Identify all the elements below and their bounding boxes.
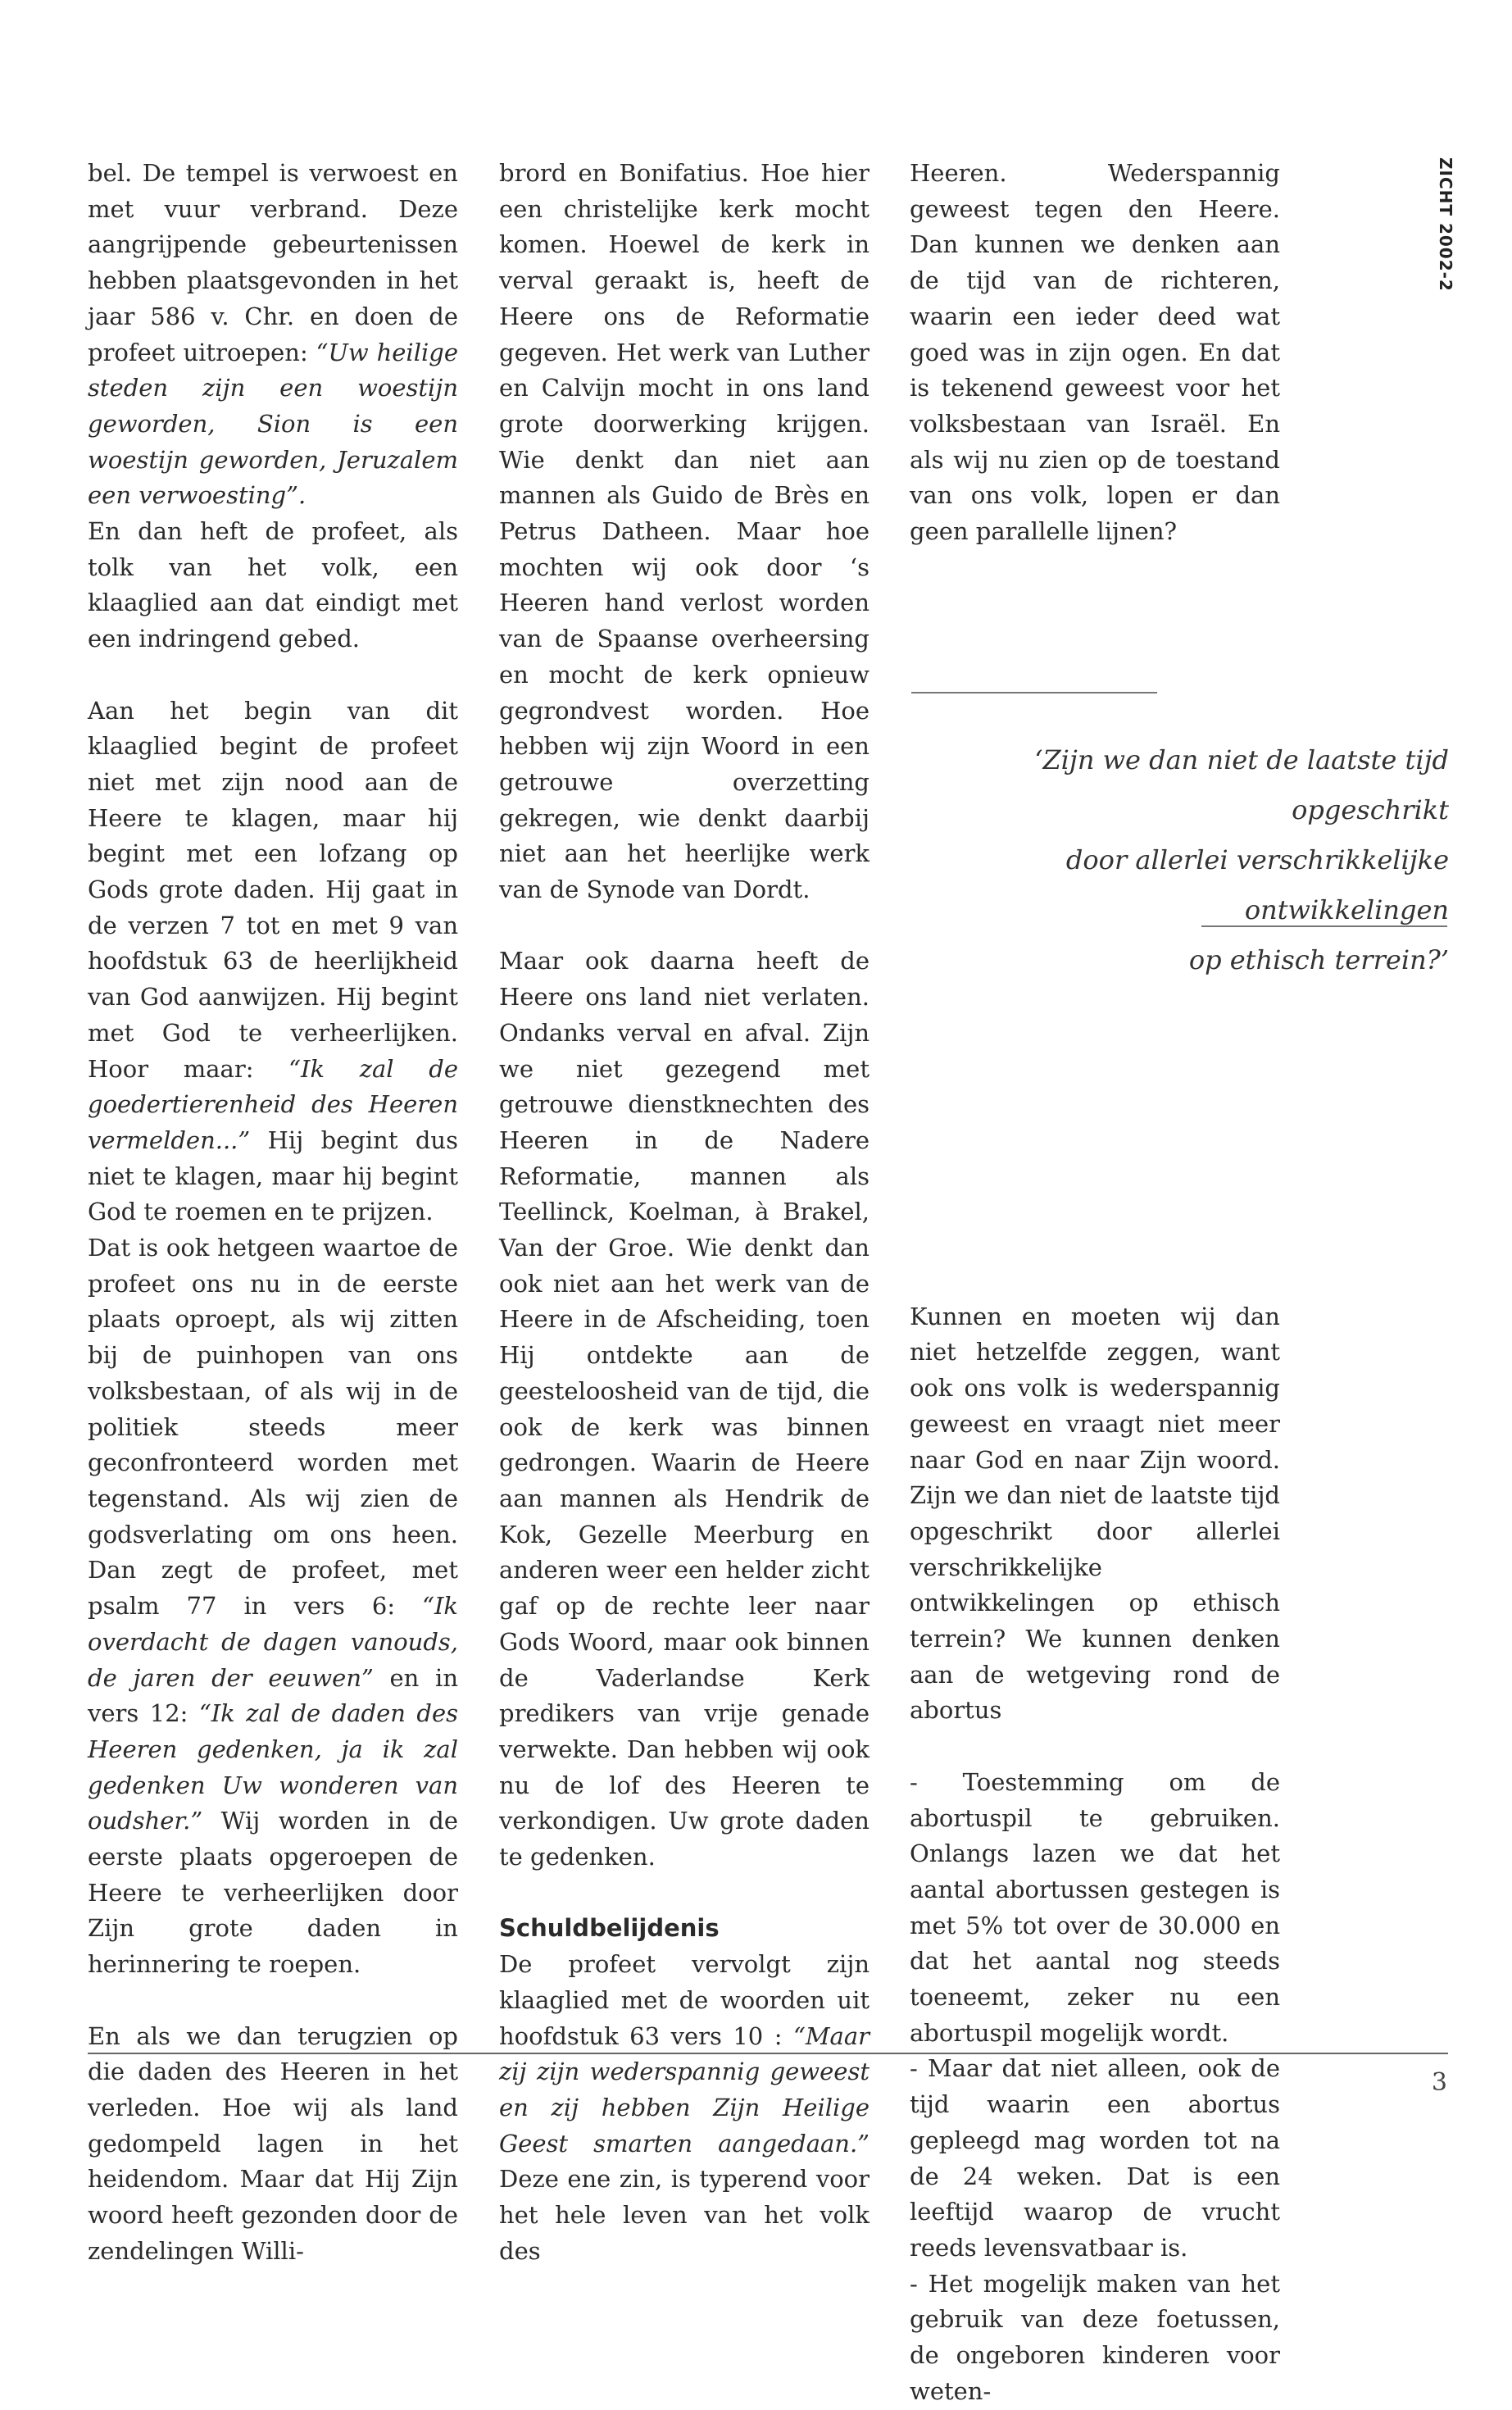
pull-quote [911,735,1449,985]
section-heading: Schuldbelijdenis [499,1914,720,1943]
paragraph: En als we dan terugzien op die daden des Heeren in het verleden. Hoe wij als land gedompeld lagen in het heidendom. Maar dat Hij Zijn woord heeft gezonden door de zendelingen Willi- [88,2021,458,2265]
paragraph: Heeren. Wederspannig geweest tegen den Heere. Dan kunnen we denken aan de tijd van de richteren, waarin een ieder deed wat goed was in zijn ogen. En dat is tekenend geweest voor het volksbestaan van Israël. En als wij nu zien op de toestand van ons volk, lopen er dan geen parallelle lijnen? [910,159,1280,546]
paragraph-text: en in vers 12: [88,1663,458,1728]
paragraph-text: Wij worden in de eerste plaats opgeroepen de Heere te verheerlijken door Zijn grote daden in herinnering te roepen. [88,1807,458,1979]
paragraph [88,156,458,514]
scripture-quote: “Uw heilige steden zijn een woestijn geworden, Sion is een woestijn geworden, Jeruzalem een verwoesting”. [88,338,458,510]
page-number: 3 [1431,2068,1447,2097]
footer-rule [88,2053,1448,2054]
scripture-quote: “Maar zij zijn wederspannig geweest en zij hebben Zijn Heilige Geest smarten aangedaan.” [499,2021,870,2158]
paragraph-text: Dat is ook hetgeen waartoe de profeet ons nu in de eerste plaats oproept, als wij zitten bij de puinhopen van ons volksbestaan, of als wij in de politiek steeds meer geconfronteerd worden met tegenstand. Als wij zien de godsverlating om ons heen. Dan zegt de profeet, met psalm 77 in vers 6: [88,1234,458,1621]
scripture-quote: “Ik zal de goedertierenheid des Heeren vermelden...” [88,1054,458,1154]
paragraph-text: bel. De tempel is verwoest en met vuur verbrand. Deze aangrijpende gebeurtenissen hebben plaatsgevonden in het jaar 586 v. Chr. en doen de profeet uitroepen: [88,159,458,366]
paragraph: Kunnen en moeten wij dan niet hetzelfde zeggen, want ook ons volk is wederspannig geweest en vraagt niet meer naar God en naar Zijn woord. Zijn we dan niet de laatste tijd opgeschrikt door allerlei verschrikkelijke ontwikkelingen op ethisch terrein? We kunnen denken aan de wetgeving rond de abortus [910,1302,1280,1725]
pull-quote-rule-bottom [1201,925,1447,927]
paragraph [499,1947,870,2269]
paragraph [88,1230,458,1983]
paragraph: Maar ook daarna heeft de Heere ons land niet verlaten. Ondanks verval en afval. Zijn we niet gezegend met getrouwe dienstknechten des Heeren in de Nadere Reformatie, mannen als Teellinck, Koelman, à Brakel, Van der Groe. Wie denkt dan ook niet aan het werk van de Heere in de Afscheiding, toen Hij ontdekte aan de geesteloosheid van de tijd, die ook de kerk was binnen gedrongen. Waarin de Heere aan mannen als Hendrik de Kok, Gezelle Meerburg en anderen weer een helder zicht gaf op de rechte leer naar Gods Woord, maar ook binnen de Vaderlandse Kerk predikers van vrije genade verwekte. Dan hebben wij ook nu de lof des Heeren te verkondigen. Uw grote daden te gedenken. [499,947,870,1871]
paragraph: - Het mogelijk maken van het gebruik van deze foetussen, de ongeboren kinderen voor weten- [910,2269,1280,2405]
pull-quote-rule-top [911,692,1157,693]
paragraph: - Toestemming om de abortuspil te gebruiken. Onlangs lazen we dat het aantal abortussen gestegen is met 5% tot over de 30.000 en dat het aantal nog steeds toeneemt, zeker nu een abortuspil mogelijk wordt. [910,1767,1280,2047]
paragraph: En dan heft de profeet, als tolk van het volk, een klaaglied aan dat eindigt met een indringend gebed. [88,517,458,653]
scripture-quote: “Ik overdacht de dagen vanouds, de jaren der eeuwen” [88,1592,458,1692]
paragraph-text: De profeet vervolgt zijn klaaglied met de woorden uit hoofdstuk 63 vers 10 : [499,1950,870,2050]
paragraph [88,693,458,1231]
pull-quote-line: ‘Zijn we dan niet de laatste tijd opgeschrikt [1034,744,1449,825]
paragraph-text: Hij begint dus niet te klagen, maar hij begint God te roemen en te prijzen. [88,1125,458,1226]
pull-quote-line: door allerlei verschrikkelijke ontwikkelingen [1065,844,1449,925]
article-column-3 [910,156,1280,2410]
paragraph-text: Deze ene zin, is typerend voor het hele leven van het volk des [499,2165,870,2265]
pull-quote-line: op ethisch terrein?’ [1188,944,1449,975]
running-head: ZICHT 2002-2 [1436,157,1455,292]
article-column-2 [499,156,870,2269]
paragraph: - Maar dat niet alleen, ook de tijd waarin een abortus gepleegd mag worden tot na de 24 weken. Dat is een leeftijd waarop de vrucht reeds levensvatbaar is. [910,2054,1280,2262]
scripture-quote: “Ik zal de daden des Heeren gedenken, ja ik zal gedenken Uw wonderen van oudsher.” [88,1699,458,1835]
article-column-1 [88,156,458,2269]
paragraph: brord en Bonifatius. Hoe hier een christelijke kerk mocht komen. Hoewel de kerk in verval geraakt is, heeft de Heere ons de Reformatie gegeven. Het werk van Luther en Calvijn mocht in ons land grote doorwerking krijgen. Wie denkt dan niet aan mannen als Guido de Brès en Petrus Datheen. Maar hoe mochten wij ook door ‘s Heeren hand verlost worden van de Spaanse overheersing en mocht de kerk opnieuw gegrondvest worden. Hoe hebben wij zijn Woord in een getrouwe overzetting gekregen, wie denkt daarbij niet aan het heerlijke werk van de Synode van Dordt. [499,159,870,904]
paragraph-text: Aan het begin van dit klaaglied begint de profeet niet met zijn nood aan de Heere te klagen, maar hij begint met een lofzang op Gods grote daden. Hij gaat in de verzen 7 tot en met 9 van hoofdstuk 63 de heerlijkheid van God aanwijzen. Hij begint met God te verheerlijken. Hoor maar: [88,696,458,1083]
